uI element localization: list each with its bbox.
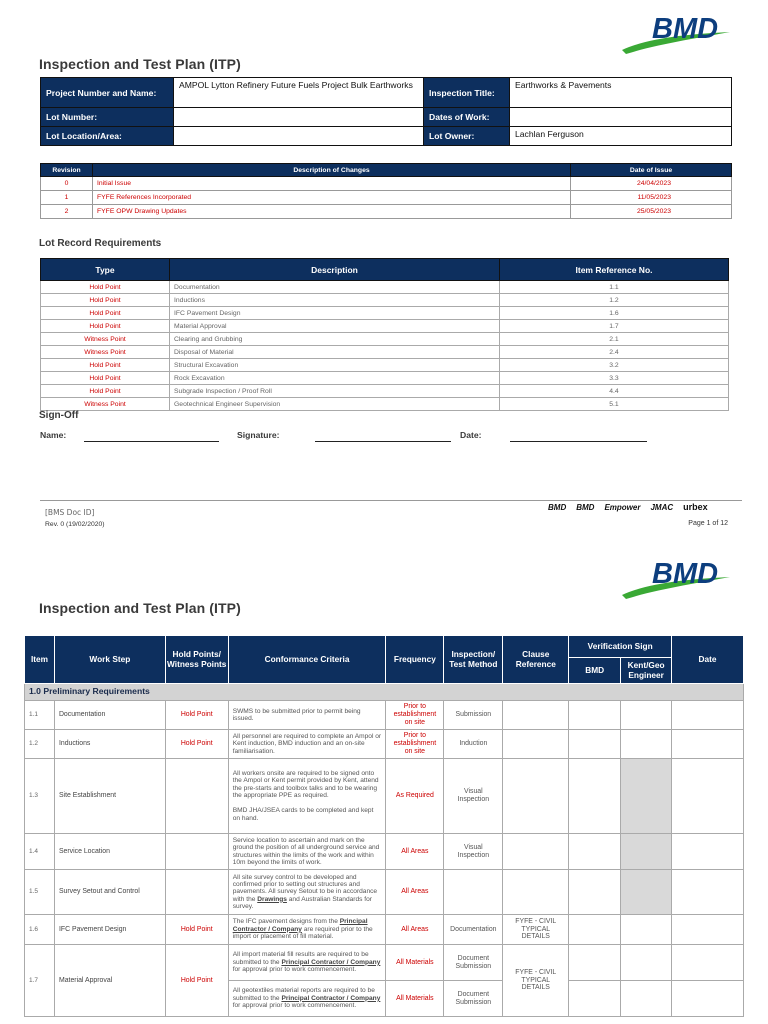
project-details-table [40, 77, 732, 146]
principal-contractor-link: Principal Contractor / Company [281, 958, 381, 966]
conformance-criteria [228, 759, 386, 834]
hold-point [165, 834, 228, 870]
clause-reference [503, 759, 569, 834]
item-reference: 5.1 [500, 398, 729, 411]
date-cell[interactable] [672, 701, 744, 730]
kent-sign-cell [621, 834, 672, 870]
record-description: Clearing and Grubbing [170, 333, 500, 346]
date-cell[interactable] [672, 870, 744, 915]
svg-text:BMD: BMD [652, 558, 719, 590]
work-step: Documentation [54, 701, 165, 730]
table-row [25, 945, 744, 981]
bmd-sign-cell[interactable] [569, 945, 621, 981]
frequency-header: Frequency [386, 636, 444, 684]
work-step: Material Approval [54, 945, 165, 1017]
record-description: Geotechnical Engineer Supervision [170, 398, 500, 411]
principal-contractor-link: Principal Contractor / Company [281, 994, 381, 1002]
date-line[interactable] [510, 441, 647, 442]
group-heading: 1.0 Preliminary Requirements [25, 684, 744, 701]
kent-sign-cell[interactable] [621, 981, 672, 1017]
kent-sign-cell [621, 759, 672, 834]
project-value: AMPOL Lytton Refinery Future Fuels Project Bulk Earthworks [174, 78, 424, 108]
lot-record-row [41, 359, 729, 372]
conformance-criteria: All personnel are required to complete an Ampol or Kent induction, BMD induction and an on-site familiarisation. [228, 730, 386, 759]
inspection-method: Document Submission [444, 945, 503, 981]
revision-description: FYFE References Incorporated [93, 191, 571, 205]
item-number: 1.7 [25, 945, 55, 1017]
doc-id: [BMS Doc ID] [45, 508, 95, 517]
brand-logos [548, 502, 708, 512]
inspection-method: Induction [444, 730, 503, 759]
drawings-link: Drawings [257, 895, 287, 903]
item-header: Item [25, 636, 55, 684]
date-cell[interactable] [672, 730, 744, 759]
name-label: Name: [40, 430, 67, 440]
date-header: Date [672, 636, 744, 684]
frequency: All Areas [386, 870, 444, 915]
signature-line[interactable] [315, 441, 451, 442]
item-reference-header: Item Reference No. [500, 259, 729, 281]
work-step: Survey Setout and Control [54, 870, 165, 915]
point-type: Hold Point [41, 307, 170, 320]
frequency: All Areas [386, 915, 444, 945]
item-reference: 1.6 [500, 307, 729, 320]
work-step: IFC Pavement Design [54, 915, 165, 945]
inspection-method-header: Inspection/ Test Method [444, 636, 503, 684]
criteria-text: All site survey control to be developed and confirmed prior to setting out structures and pavements. All survey Setout to be in accordance with the [232, 873, 378, 903]
kent-sign-cell [621, 870, 672, 915]
table-row [25, 915, 744, 945]
lot-record-row [41, 294, 729, 307]
revision-date: 25/05/2023 [571, 205, 732, 219]
record-description: Documentation [170, 281, 500, 294]
doc-revision: Rev. 0 (19/02/2020) [45, 521, 105, 528]
lot-location-label: Lot Location/Area: [41, 127, 174, 146]
verification-sign-header: Verification Sign [569, 636, 672, 658]
table-row [25, 870, 744, 915]
lot-number-label: Lot Number: [41, 108, 174, 127]
item-reference: 3.2 [500, 359, 729, 372]
bmd-sign-cell[interactable] [569, 915, 621, 945]
item-reference: 2.4 [500, 346, 729, 359]
inspection-method [444, 870, 503, 915]
name-line[interactable] [84, 441, 219, 442]
bmd-sign-cell[interactable] [569, 870, 621, 915]
record-description: Rock Excavation [170, 372, 500, 385]
lot-location-value [174, 127, 424, 146]
date-cell[interactable] [672, 834, 744, 870]
revision-number: 1 [41, 191, 93, 205]
bmd-sign-cell[interactable] [569, 981, 621, 1017]
kent-sign-cell[interactable] [621, 945, 672, 981]
jmac-brand-logo: JMAC [650, 502, 674, 512]
hold-point [165, 759, 228, 834]
point-type: Hold Point [41, 281, 170, 294]
lot-owner-value: Lachlan Ferguson [510, 127, 732, 146]
revision-table [40, 163, 732, 219]
inspection-method: Documentation [444, 915, 503, 945]
svg-text:BMD: BMD [652, 13, 719, 45]
lot-record-table [40, 258, 729, 411]
revision-header: Revision [41, 164, 93, 177]
lot-record-row [41, 385, 729, 398]
item-number: 1.3 [25, 759, 55, 834]
clause-reference [503, 701, 569, 730]
kent-sign-cell[interactable] [621, 701, 672, 730]
inspection-title-value: Earthworks & Pavements [510, 78, 732, 108]
page-title: Inspection and Test Plan (ITP) [39, 56, 241, 72]
conformance-criteria: SWMS to be submitted prior to permit being issued. [228, 701, 386, 730]
criteria-text: for approval prior to work commencement. [232, 966, 357, 974]
hold-points-header: Hold Points/ Witness Points [165, 636, 228, 684]
inspection-method: Document Submission [444, 981, 503, 1017]
item-reference: 1.2 [500, 294, 729, 307]
date-cell[interactable] [672, 759, 744, 834]
page-title: Inspection and Test Plan (ITP) [39, 600, 241, 616]
bmd-header: BMD [569, 658, 621, 684]
footer-divider [40, 500, 742, 501]
record-description: IFC Pavement Design [170, 307, 500, 320]
lot-record-row [41, 320, 729, 333]
conformance-criteria [228, 945, 386, 981]
conformance-criteria [228, 915, 386, 945]
criteria-paragraph: All workers onsite are required to be signed onto the Ampol or Kent permit provided by Kent, attend the pre-starts and toolbox talks and to be wearing the appropriate PPE as required. [232, 769, 379, 799]
clause-reference [503, 870, 569, 915]
hold-point: Hold Point [165, 701, 228, 730]
frequency: Prior to establishment on site [386, 730, 444, 759]
criteria-text: for approval prior to work commencement. [232, 1002, 357, 1010]
date-cell[interactable] [672, 981, 744, 1017]
kent-sign-cell[interactable] [621, 915, 672, 945]
frequency: All Materials [386, 981, 444, 1017]
criteria-text: All import material fill results are required to be submitted to the [232, 951, 369, 966]
table-row [25, 834, 744, 870]
lot-record-row [41, 346, 729, 359]
urbex-brand-logo: urbex [683, 502, 708, 512]
signoff-heading: Sign-Off [39, 410, 79, 421]
lot-record-row [41, 307, 729, 320]
frequency: All Materials [386, 945, 444, 981]
date-of-issue-header: Date of Issue [571, 164, 732, 177]
clause-reference-header: Clause Reference [503, 636, 569, 684]
record-description: Subgrade Inspection / Proof Roll [170, 385, 500, 398]
item-number: 1.4 [25, 834, 55, 870]
criteria-text: are required prior to the import or placement of fill material. [232, 925, 373, 941]
point-type: Witness Point [41, 398, 170, 411]
conformance-criteria [228, 870, 386, 915]
criteria-text: The IFC pavement designs from the [232, 918, 340, 926]
conformance-criteria: Service location to ascertain and mark on the ground the position of all underground service and structures within the limits of the work and within 10m beyond the limits of work. [228, 834, 386, 870]
item-reference: 3.3 [500, 372, 729, 385]
conformance-criteria-header: Conformance Criteria [228, 636, 386, 684]
clause-reference [503, 834, 569, 870]
lot-record-row [41, 281, 729, 294]
revision-row [41, 191, 732, 205]
project-label: Project Number and Name: [41, 78, 174, 108]
date-cell[interactable] [672, 945, 744, 981]
date-label: Date: [460, 430, 482, 440]
hold-point: Hold Point [165, 730, 228, 759]
frequency: Prior to establishment on site [386, 701, 444, 730]
bmd-construction-brand-logo: BMD [576, 502, 595, 512]
bmd-logo [618, 8, 734, 56]
point-type: Hold Point [41, 359, 170, 372]
description-header: Description of Changes [93, 164, 571, 177]
revision-row [41, 205, 732, 219]
revision-date: 11/05/2023 [571, 191, 732, 205]
itp-table [24, 635, 744, 1017]
conformance-criteria [228, 981, 386, 1017]
lot-owner-label: Lot Owner: [424, 127, 510, 146]
table-row [25, 701, 744, 730]
point-type: Hold Point [41, 320, 170, 333]
table-row [25, 730, 744, 759]
bmd-logo [618, 553, 734, 601]
hold-point: Hold Point [165, 915, 228, 945]
revision-number: 2 [41, 205, 93, 219]
frequency: As Required [386, 759, 444, 834]
work-step-header: Work Step [54, 636, 165, 684]
lot-record-heading: Lot Record Requirements [39, 238, 162, 249]
clause-reference: FYFE - CIVIL TYPICAL DETAILS [503, 945, 569, 1017]
work-step: Inductions [54, 730, 165, 759]
item-reference: 4.4 [500, 385, 729, 398]
item-number: 1.1 [25, 701, 55, 730]
date-cell[interactable] [672, 915, 744, 945]
criteria-text: and Australian Standards for survey. [232, 895, 372, 911]
item-reference: 1.7 [500, 320, 729, 333]
hold-point: Hold Point [165, 945, 228, 1017]
item-reference: 1.1 [500, 281, 729, 294]
criteria-paragraph: BMD JHA/JSEA cards to be completed and kept on hand. [232, 807, 374, 822]
item-number: 1.5 [25, 870, 55, 915]
bmd-sign-cell[interactable] [569, 701, 621, 730]
work-step: Site Establishment [54, 759, 165, 834]
bmd-sign-cell[interactable] [569, 759, 621, 834]
revision-date: 24/04/2023 [571, 177, 732, 191]
point-type: Witness Point [41, 346, 170, 359]
record-description: Structural Excavation [170, 359, 500, 372]
point-type: Hold Point [41, 294, 170, 307]
revision-number: 0 [41, 177, 93, 191]
lot-record-row [41, 372, 729, 385]
clause-reference [503, 730, 569, 759]
item-number: 1.6 [25, 915, 55, 945]
inspection-method: Visual Inspection [444, 759, 503, 834]
kent-sign-cell[interactable] [621, 730, 672, 759]
clause-reference: FYFE - CIVIL TYPICAL DETAILS [503, 915, 569, 945]
record-description: Material Approval [170, 320, 500, 333]
criteria-text: All geotextiles material reports are required to be submitted to the [232, 987, 375, 1002]
signature-label: Signature: [237, 430, 280, 440]
lot-record-row [41, 398, 729, 411]
empower-brand-logo: Empower [604, 502, 641, 512]
bmd-sign-cell[interactable] [569, 730, 621, 759]
table-row [25, 759, 744, 834]
dates-of-work-value [510, 108, 732, 127]
point-type: Hold Point [41, 372, 170, 385]
record-description: Inductions [170, 294, 500, 307]
revision-row [41, 177, 732, 191]
point-type: Hold Point [41, 385, 170, 398]
item-reference: 2.1 [500, 333, 729, 346]
bmd-sign-cell[interactable] [569, 834, 621, 870]
item-number: 1.2 [25, 730, 55, 759]
lot-record-row [41, 333, 729, 346]
revision-description: FYFE OPW Drawing Updates [93, 205, 571, 219]
inspection-method: Visual Inspection [444, 834, 503, 870]
bmd-brand-logo: BMD [548, 502, 567, 512]
hold-point [165, 870, 228, 915]
inspection-method: Submission [444, 701, 503, 730]
revision-description: Initial Issue [93, 177, 571, 191]
record-description: Disposal of Material [170, 346, 500, 359]
dates-of-work-label: Dates of Work: [424, 108, 510, 127]
description-header: Description [170, 259, 500, 281]
lot-number-value [174, 108, 424, 127]
page-number: Page 1 of 12 [688, 520, 728, 527]
inspection-title-label: Inspection Title: [424, 78, 510, 108]
point-type: Witness Point [41, 333, 170, 346]
work-step: Service Location [54, 834, 165, 870]
type-header: Type [41, 259, 170, 281]
kent-geo-header: Kent/Geo Engineer [621, 658, 672, 684]
frequency: All Areas [386, 834, 444, 870]
principal-contractor-link: Principal Contractor / Company [232, 918, 368, 933]
